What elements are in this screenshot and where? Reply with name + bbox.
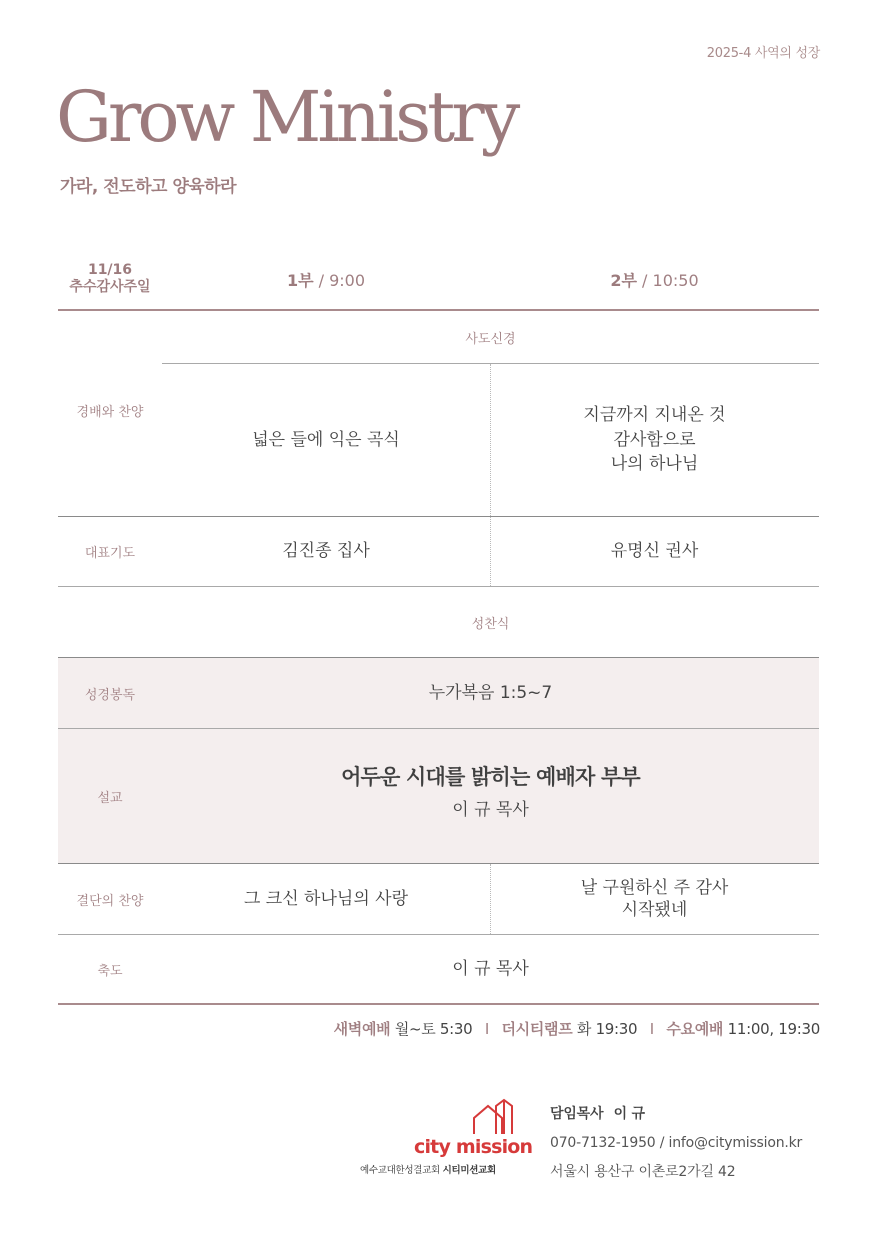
first-service-time: / 9:00 xyxy=(313,270,366,290)
benediction-text: 이 규 목사 xyxy=(452,958,529,979)
wednesday-service-label: 수요예배 xyxy=(666,1020,724,1038)
date-text: 11/16 xyxy=(87,261,133,278)
schedule-separator: I xyxy=(649,1020,654,1038)
first-service-header xyxy=(162,252,490,306)
sermon-block xyxy=(162,729,819,851)
bottom-divider xyxy=(58,1003,819,1005)
page-subtitle: 가라, 전도하고 양육하라 xyxy=(60,177,237,197)
pastor-name: 이 규 xyxy=(613,1106,645,1122)
sermon-title: 어두운 시대를 밝히는 예배자 부부 xyxy=(341,764,640,789)
choir-text: 성찬식 xyxy=(471,616,510,632)
logo-subtitle: 예수교대한성결교회 시티미션교회 xyxy=(360,1165,496,1176)
benediction-label: 축도 xyxy=(97,963,123,979)
issue-label: 2025-4 사역의 성장 xyxy=(706,46,820,61)
response-second-line-2: 시작됐네 xyxy=(621,900,688,920)
dawn-service-time: 월~토 5:30 xyxy=(394,1020,473,1038)
church-logo xyxy=(358,1098,533,1180)
occasion-text: 추수감사주일 xyxy=(69,279,151,295)
reading-label: 성경봉독 xyxy=(84,687,136,703)
schedule-separator: I xyxy=(484,1020,490,1038)
contact-line: 070-7132-1950 / info@citymission.kr xyxy=(550,1135,803,1151)
citylamp-label: 더시티램프 xyxy=(501,1020,573,1038)
worship-label: 경배와 찬양 xyxy=(76,404,144,420)
building-icon xyxy=(358,1098,522,1138)
header-divider xyxy=(58,309,819,311)
church-contact xyxy=(550,1100,802,1187)
worship-second-line-1: 지금까지 지내온 것 xyxy=(583,405,726,426)
service-date xyxy=(58,252,162,306)
wednesday-service-time: 11:00, 19:30 xyxy=(727,1020,820,1038)
prayer-label: 대표기도 xyxy=(84,546,136,561)
citylamp-time: 화 19:30 xyxy=(576,1020,638,1038)
creed-text: 사도신경 xyxy=(465,331,516,347)
worship-first: 넓은 들에 익은 곡식 xyxy=(252,429,400,450)
response-first: 그 크신 하나님의 사랑 xyxy=(243,888,408,909)
response-second xyxy=(490,864,819,934)
prayer-second: 유명신 권사 xyxy=(610,541,699,562)
sermon-preacher: 이 규 목사 xyxy=(452,799,529,820)
prayer-first: 김진종 집사 xyxy=(282,541,370,562)
address-line: 서울시 용산구 이촌로2가길 42 xyxy=(550,1164,736,1180)
worship-second xyxy=(490,364,819,516)
logo-name: city mission xyxy=(414,1136,533,1158)
second-service-part: 2부 xyxy=(610,270,637,290)
pastor-line xyxy=(550,1100,802,1129)
dawn-service-label: 새벽예배 xyxy=(333,1020,391,1038)
reading-text: 누가복음 1:5~7 xyxy=(428,682,553,703)
worship-second-line-3: 나의 하나님 xyxy=(610,454,699,475)
second-service-header xyxy=(490,252,819,306)
first-service-part: 1부 xyxy=(286,270,314,290)
page-title: Grow Ministry xyxy=(56,76,517,158)
pastor-label: 담임목사 xyxy=(550,1106,604,1122)
sermon-label: 설교 xyxy=(97,790,123,806)
response-second-line-1: 날 구원하신 주 감사 xyxy=(580,877,729,898)
worship-second-line-2: 감사함으로 xyxy=(613,429,696,450)
weekly-schedule xyxy=(334,1018,820,1039)
response-label: 결단의 찬양 xyxy=(76,893,144,909)
second-service-time: / 10:50 xyxy=(636,270,699,290)
